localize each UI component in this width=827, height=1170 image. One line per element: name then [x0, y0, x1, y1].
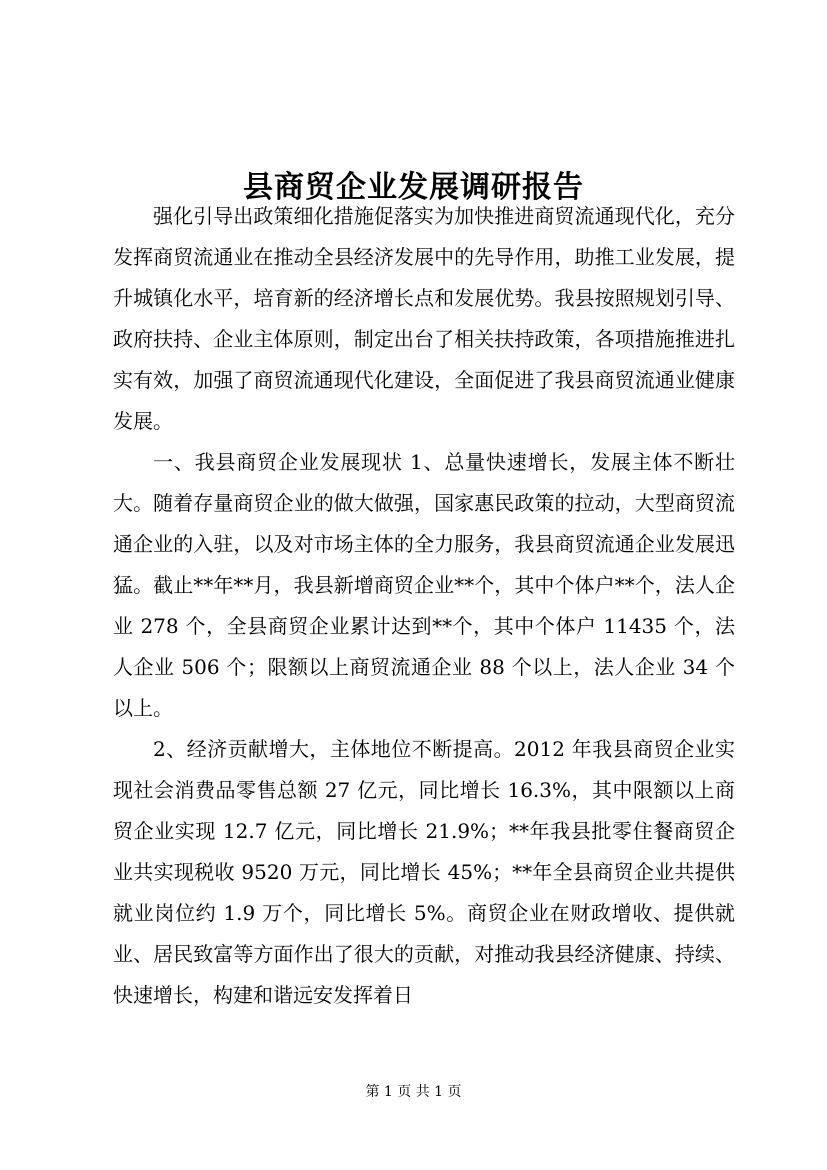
document-body [113, 196, 735, 1016]
paragraph-status: 一、我县商贸企业发展现状 1、总量快速增长，发展主体不断壮大。随着存量商贸企业的做大做强，国家惠民政策的拉动，大型商贸流通企业的入驻，以及对市场主体的全力服务，我县商贸流通企业发展迅猛。截止**年**月，我县新增商贸企业**个，其中个体户**个，法人企业 278 个，全县商贸企业累计达到**个，其中个体户 11435 个，法人企业 506 个；限额以上商贸流通企业 88 个以上，法人企业 34 个以上。 [113, 450, 735, 720]
paragraph-contribution: 2、经济贡献增大，主体地位不断提高。2012 年我县商贸企业实现社会消费品零售总额 27 亿元，同比增长 16.3%，其中限额以上商贸企业实现 12.7 亿元，同比增长 21.9%；**年我县批零住餐商贸企业共实现税收 9520 万元，同比增长 45%；**年全县商贸企业共提供就业岗位约 1.9 万个，同比增长 5%。商贸企业在财政增收、提供就业、居民致富等方面作出了很大的贡献，对推动我县经济健康、持续、快速增长，构建和谐远安发挥着日 [113, 737, 735, 1007]
paragraph-intro: 强化引导出政策细化措施促落实为加快推进商贸流通现代化，充分发挥商贸流通业在推动全县经济发展中的先导作用，助推工业发展，提升城镇化水平，培育新的经济增长点和发展优势。我县按照规划引导、政府扶持、企业主体原则，制定出台了相关扶持政策，各项措施推进扎实有效，加强了商贸流通现代化建设，全面促进了我县商贸流通业健康发展。 [113, 204, 735, 433]
page-footer: 第 1 页 共 1 页 [365, 1084, 462, 1100]
document-title: 县商贸企业发展调研报告 [243, 170, 584, 206]
